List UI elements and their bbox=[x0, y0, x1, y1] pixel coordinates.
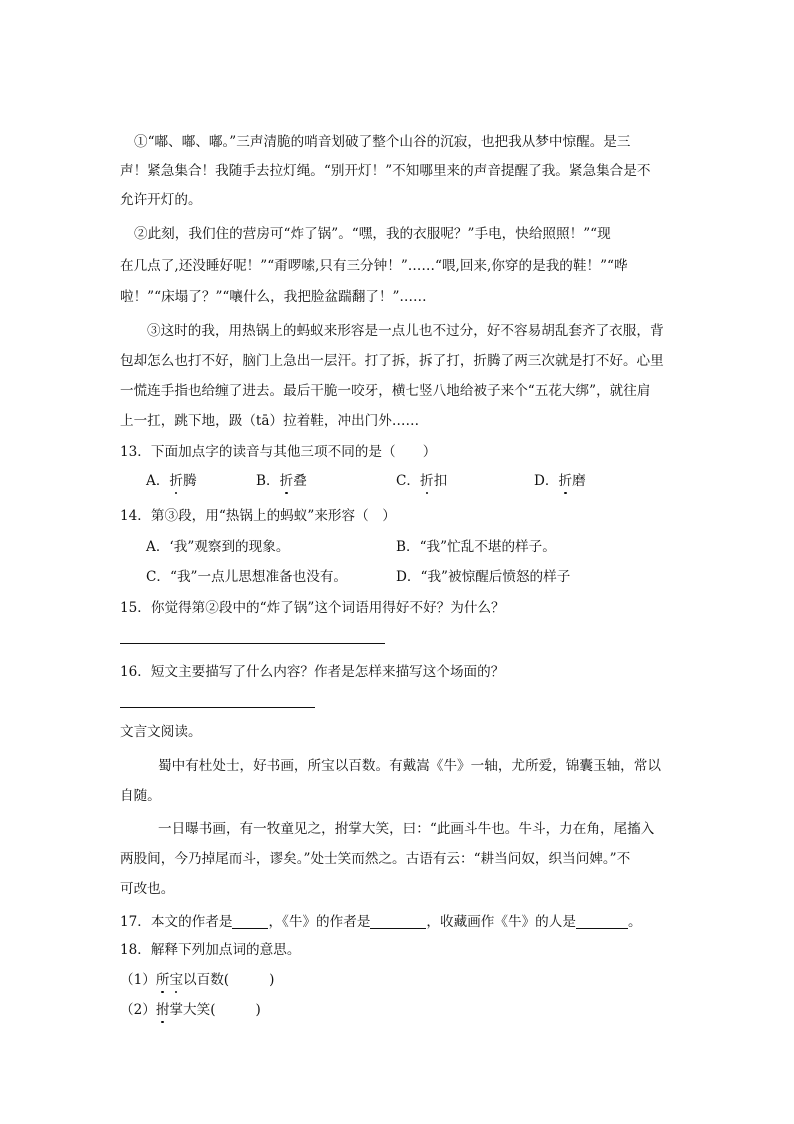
q18-item-2: （2）拊掌大笑( ) bbox=[120, 1002, 261, 1018]
classical-p2-line1: 一日曝书画，有一牧童见之，拊掌大笑，曰：“此画斗牛也。牛斗，力在角，尾搐入 bbox=[158, 821, 655, 837]
passage-p1-line1: ①“嘟、嘟、嘟。”三声清脆的哨音划破了整个山谷的沉寂，也把我从梦中惊醒。是三 bbox=[134, 134, 631, 150]
passage-p3-line1: ③这时的我，用热锅上的蚂蚁来形容是一点儿也不过分，好不容易胡乱套齐了衣服，背 bbox=[147, 323, 664, 339]
passage-p1-line3: 允许开灯的。 bbox=[120, 192, 202, 208]
passage-p2-line1: ②此刻，我们住的营房可“炸了锅”。“嘿，我的衣服呢？”手电，快给照照！”“现 bbox=[134, 226, 611, 242]
q17-blank-author[interactable] bbox=[232, 914, 268, 929]
q13-option-a-dotted: 折 bbox=[169, 473, 184, 489]
passage-p3-line2: 包却怎么也打不好，脑门上急出一层汗。打了拆，拆了打，折腾了两三次就是打不好。心里 bbox=[120, 353, 664, 369]
passage-p2-line3: 啦！”“床塌了？”“嚷什么，我把脸盆踹翻了！”…… bbox=[120, 289, 427, 305]
classical-p2-line2: 两股间，今乃掉尾而斗，谬矣。”处士笑而然之。古语有云：“耕当问奴，织当问婢。”不 bbox=[120, 851, 631, 867]
passage-p3-line4: 上一扛，跳下地，趿（tā）拉着鞋，冲出门外…… bbox=[120, 413, 420, 429]
passage-p2-line2: 在几点了,还没睡好呢！”“甭啰嗦,只有三分钟！”……“喂,回来,你穿的是我的鞋！”“哗 bbox=[120, 258, 628, 274]
q13-option-b[interactable]: B．折叠 bbox=[256, 473, 307, 489]
q15-stem: 15．你觉得第②段中的“炸了锅”这个词语用得好不好？为什么？ bbox=[120, 600, 505, 616]
classical-p2-line3: 可改也。 bbox=[120, 881, 175, 897]
q13-option-b-dotted: 折 bbox=[279, 473, 294, 489]
passage-p3-line3: 一慌连手指也给缠了进去。最后干脆一咬牙，横七竖八地给被子来个“五花大绑”，就往肩 bbox=[120, 383, 651, 399]
q17-line: 17．本文的作者是 ，《牛》的作者是 ，收藏画作《牛》的人是 。 bbox=[120, 914, 642, 930]
q18-item-2-dotted: 拊 bbox=[155, 1002, 170, 1018]
q18-item-1: （1）所宝以百数( ) bbox=[120, 972, 275, 988]
passage-p1-line2: 声！紧急集合！我随手去拉灯绳。“别开灯！”不知哪里来的声音提醒了我。紧急集合是不 bbox=[120, 163, 651, 179]
q14-option-a[interactable]: A．‘我”观察到的现象。 bbox=[146, 539, 290, 555]
q14-option-d[interactable]: D．“我”被惊醒后愤怒的样子 bbox=[396, 569, 571, 585]
q14-option-b[interactable]: B．“我”忙乱不堪的样子。 bbox=[396, 539, 556, 555]
classical-p1-line1: 蜀中有杜处士，好书画，所宝以百数。有戴嵩《牛》一轴，尤所爱，锦囊玉轴，常以 bbox=[158, 758, 661, 774]
q18-item-1-dotted-1: 所 bbox=[155, 972, 170, 988]
q13-option-c[interactable]: C．折扣 bbox=[396, 473, 448, 489]
q13-option-c-dotted: 折 bbox=[420, 473, 434, 489]
q13-option-d-dotted: 折 bbox=[558, 473, 573, 489]
classical-heading: 文言文阅读。 bbox=[120, 724, 202, 740]
q17-blank-painter[interactable] bbox=[370, 914, 426, 929]
q15-answer-line[interactable] bbox=[120, 643, 385, 644]
q18-stem: 18．解释下列加点词的意思。 bbox=[120, 942, 301, 958]
classical-p1-line2: 自随。 bbox=[120, 788, 161, 804]
q16-answer-line[interactable] bbox=[120, 707, 315, 708]
q18-item-1-dotted-2: 宝 bbox=[169, 972, 184, 988]
q13-option-d[interactable]: D．折磨 bbox=[534, 473, 586, 489]
q17-blank-collector[interactable] bbox=[576, 914, 628, 929]
q14-option-c[interactable]: C．“我”一点儿思想准备也没有。 bbox=[146, 569, 348, 585]
q16-stem: 16．短文主要描写了什么内容？作者是怎样来描写这个场面的？ bbox=[120, 664, 505, 680]
q14-stem: 14．第③段，用“热锅上的蚂蚁”来形容（ ） bbox=[120, 508, 396, 524]
q13-option-a[interactable]: A．折腾 bbox=[146, 473, 197, 489]
q13-stem: 13．下面加点字的读音与其他三项不同的是（ ） bbox=[120, 444, 437, 460]
